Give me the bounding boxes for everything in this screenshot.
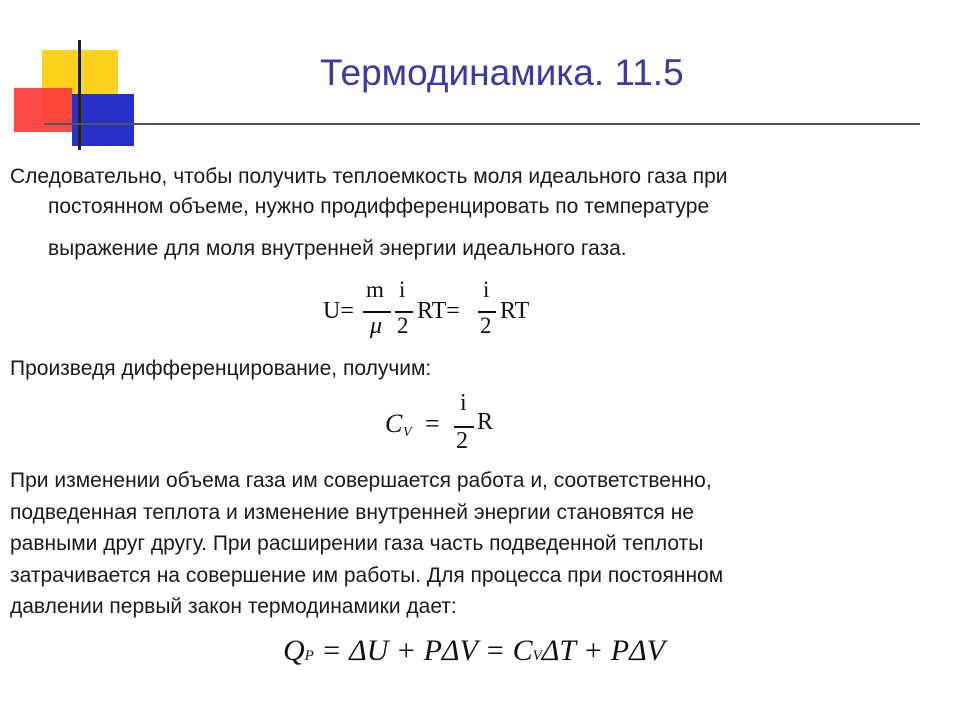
formula2-r: R — [477, 409, 494, 435]
formula2-equals: = — [425, 409, 440, 438]
paragraph-intro-line1: Следовательно, чтобы получить теплоемкость моля идеального газа при — [10, 165, 728, 188]
formula1-rt2: RT — [500, 298, 530, 324]
formula2-subscript: V — [403, 425, 412, 440]
paragraph-first-law — [10, 465, 920, 623]
paragraph-intro-line2: постоянном объеме, нужно продифференцировать по температуре — [48, 195, 710, 218]
formula3-c-subscript: V — [532, 648, 542, 664]
formula3-part2: ΔT + PΔV — [541, 634, 666, 667]
paragraph-first-law-line3: равными друг другу. При расширении газа часть подведенной теплоты — [10, 532, 704, 555]
decor-vertical-line — [78, 40, 81, 150]
formula-internal-energy — [323, 277, 553, 346]
formula1-fraction-bar1 — [363, 311, 391, 313]
formula2-i: i — [460, 390, 467, 416]
formula-heat-capacity-v — [385, 392, 515, 462]
formula3-part1: = ΔU + PΔV = C — [313, 634, 533, 667]
paragraph-first-law-line4: затрачивается на совершение им работы. Для процесса при постоянном — [10, 563, 724, 587]
formula1-mu: μ — [370, 313, 383, 339]
formula1-m: m — [366, 277, 384, 302]
formula1-i1: i — [399, 277, 406, 302]
decor-red-square — [14, 88, 72, 132]
formula2-fraction-bar — [454, 426, 474, 428]
paragraph-first-law-line5: давлении первый закон термодинамики дает: — [10, 595, 457, 618]
title-underline — [44, 123, 920, 125]
formula1-two2: 2 — [480, 313, 492, 338]
formula1-lhs: U= — [323, 298, 354, 324]
paragraph-differentiation: Произведя дифференцирование, получим: — [10, 357, 432, 380]
formula1-fraction-bar3 — [478, 311, 496, 313]
formula1-fraction-bar2 — [395, 311, 413, 313]
formula3-q-subscript: P — [304, 648, 314, 664]
formula1-i2: i — [483, 277, 490, 302]
paragraph-intro-line3: выражение для моля внутренней энергии идеального газа. — [48, 237, 627, 260]
formula2-c: C — [385, 409, 403, 438]
paragraph-first-law-line2: подведенная теплота и изменение внутренней энергии становятся не — [10, 500, 694, 524]
formula-first-law — [283, 634, 703, 678]
paragraph-intro — [10, 162, 920, 264]
formula1-rt1: RT= — [417, 298, 460, 324]
formula1-two1: 2 — [397, 313, 409, 338]
formula3-q: Q — [283, 634, 305, 667]
paragraph-first-law-line1: При изменении объема газа им совершается работа и, соответственно, — [10, 469, 712, 492]
formula2-two: 2 — [456, 428, 468, 454]
decor-blue-square — [72, 94, 134, 146]
slide-title: Термодинамика. 11.5 — [320, 52, 684, 93]
